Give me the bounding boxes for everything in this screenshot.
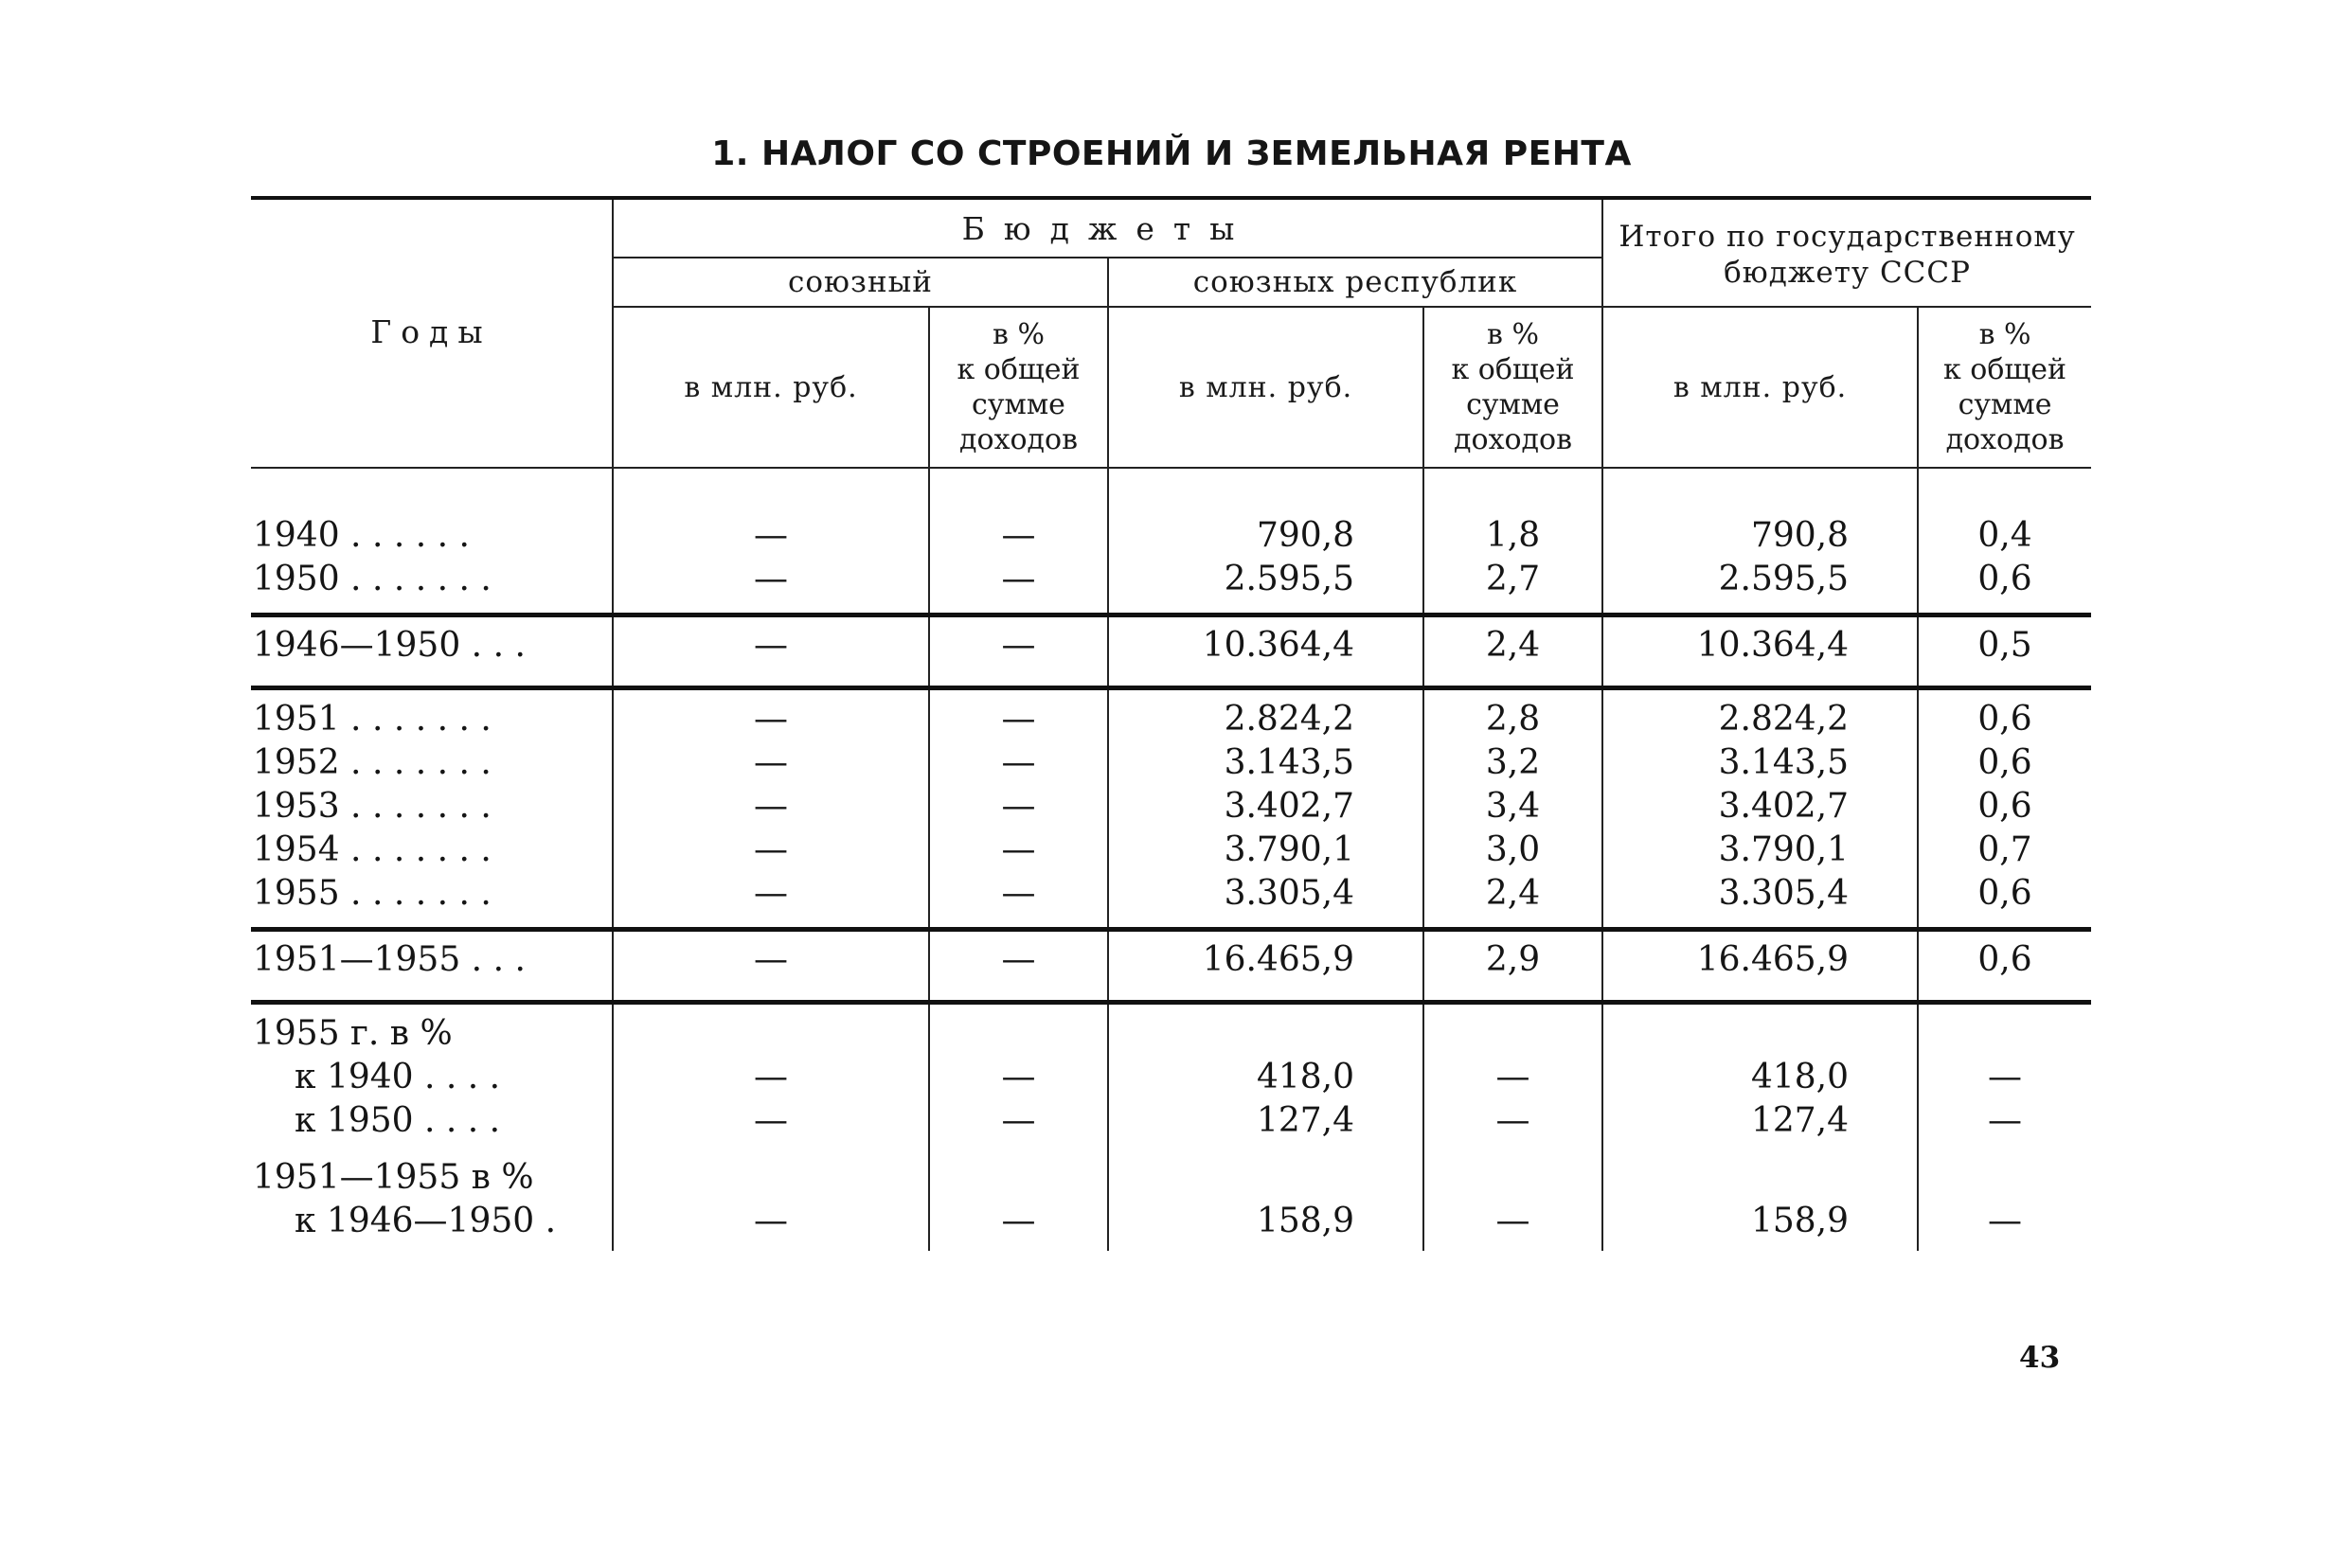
- tot-mln: 10.364,4: [1602, 615, 1918, 675]
- union-mln: —: [613, 698, 929, 741]
- union-pct: —: [929, 615, 1108, 675]
- rep-pct: 3,0: [1423, 829, 1602, 872]
- tot-mln: 127,4: [1602, 1099, 1918, 1143]
- rep-pct: 3,4: [1423, 785, 1602, 829]
- rep-pct: 3,2: [1423, 741, 1602, 785]
- header-rep-mln: в млн. руб.: [1108, 307, 1423, 468]
- union-mln: —: [613, 829, 929, 872]
- header-union: союзный: [613, 258, 1108, 307]
- row-year-text: к 1950 . . . .: [295, 1101, 501, 1140]
- header-budgets: Бюджеты: [613, 198, 1602, 258]
- tot-mln: 2.824,2: [1602, 698, 1918, 741]
- rep-mln: 2.824,2: [1108, 698, 1423, 741]
- row-year: 1953 . . . . . . .: [251, 785, 613, 829]
- union-pct: —: [929, 1056, 1108, 1099]
- union-mln: —: [613, 558, 929, 601]
- table-row: [251, 785, 2091, 829]
- tot-pct: —: [1988, 1202, 2023, 1240]
- rep-mln: 3.790,1: [1108, 829, 1423, 872]
- tot-mln: 418,0: [1602, 1056, 1918, 1099]
- tot-mln: 790,8: [1602, 514, 1918, 558]
- rep-pct: —: [1423, 1056, 1602, 1099]
- tot-pct: 0,6: [1977, 700, 2032, 739]
- table-row: [251, 872, 2091, 916]
- rep-mln: 790,8: [1108, 514, 1423, 558]
- rep-pct: 1,8: [1423, 514, 1602, 558]
- row-year-text: к 1940 . . . .: [295, 1058, 501, 1096]
- table-row: [251, 1200, 2091, 1243]
- union-mln: —: [613, 514, 929, 558]
- tot-mln: 2.595,5: [1602, 558, 1918, 601]
- union-pct: —: [929, 872, 1108, 916]
- pct-line4: доходов: [1454, 423, 1572, 456]
- row-year: 1952 . . . . . . .: [251, 741, 613, 785]
- union-mln: —: [613, 872, 929, 916]
- table-row: [251, 514, 2091, 558]
- table-title: 1. НАЛОГ СО СТРОЕНИЙ И ЗЕМЕЛЬНАЯ РЕНТА: [711, 134, 1632, 173]
- pct-line4: доходов: [959, 423, 1078, 456]
- row-year-text: к 1946—1950 .: [295, 1202, 557, 1240]
- page-number: 43: [2019, 1341, 2061, 1375]
- group-label: 1951—1955 в %: [251, 1156, 613, 1200]
- row-year: 1946—1950 . . .: [251, 615, 613, 675]
- header-years: Годы: [251, 198, 613, 468]
- header-rep-pct: [1423, 307, 1602, 468]
- union-pct: —: [929, 930, 1108, 989]
- pct-line2: к общей: [1451, 353, 1575, 386]
- tot-pct: —: [1988, 1058, 2023, 1096]
- tot-pct: 0,6: [1977, 787, 2032, 826]
- row-year: [251, 1099, 613, 1143]
- pct-line1: в %: [993, 318, 1045, 351]
- tot-mln: 3.143,5: [1602, 741, 1918, 785]
- rep-mln: 2.595,5: [1108, 558, 1423, 601]
- rep-pct: 2,4: [1423, 872, 1602, 916]
- rep-pct: 2,7: [1423, 558, 1602, 601]
- tot-pct: 0,6: [1977, 743, 2032, 782]
- rep-mln: 127,4: [1108, 1099, 1423, 1143]
- tot-pct: 0,6: [1977, 874, 2032, 913]
- table-row: [251, 829, 2091, 872]
- pct-line2: к общей: [957, 353, 1081, 386]
- tot-pct: 0,7: [1977, 830, 2032, 869]
- header-union-mln: в млн. руб.: [613, 307, 929, 468]
- table-row: [251, 741, 2091, 785]
- union-mln: —: [613, 741, 929, 785]
- rep-pct: 2,4: [1423, 615, 1602, 675]
- table-row: [251, 1099, 2091, 1143]
- pct-line4: доходов: [1945, 423, 2065, 456]
- rep-mln: 16.465,9: [1108, 930, 1423, 989]
- tot-mln: 3.305,4: [1602, 872, 1918, 916]
- row-year: [251, 1200, 613, 1243]
- union-mln: —: [613, 1099, 929, 1143]
- union-pct: —: [929, 785, 1108, 829]
- pct-line1: в %: [1978, 318, 2031, 351]
- tot-pct: 0,6: [1977, 940, 2032, 979]
- rep-pct: 2,8: [1423, 698, 1602, 741]
- rep-mln: 418,0: [1108, 1056, 1423, 1099]
- tot-mln: 16.465,9: [1602, 930, 1918, 989]
- union-pct: —: [929, 741, 1108, 785]
- table-row: [251, 1056, 2091, 1099]
- tot-mln: 3.790,1: [1602, 829, 1918, 872]
- rep-pct: —: [1423, 1200, 1602, 1243]
- table-row: [251, 698, 2091, 741]
- row-year: [251, 1056, 613, 1099]
- union-pct: —: [929, 1200, 1108, 1243]
- union-mln: —: [613, 785, 929, 829]
- union-pct: —: [929, 829, 1108, 872]
- header-republics: союзных республик: [1108, 258, 1602, 307]
- row-year: 1955 . . . . . . .: [251, 872, 613, 916]
- union-mln: —: [613, 1056, 929, 1099]
- pct-line3: сумме: [972, 388, 1065, 421]
- union-pct: —: [929, 698, 1108, 741]
- union-mln: —: [613, 1200, 929, 1243]
- rep-mln: 158,9: [1108, 1200, 1423, 1243]
- row-year: 1954 . . . . . . .: [251, 829, 613, 872]
- tax-table: [251, 196, 2091, 1251]
- tot-pct: —: [1988, 1101, 2023, 1140]
- row-year: 1940 . . . . . .: [251, 514, 613, 558]
- union-pct: —: [929, 514, 1108, 558]
- table-row-total: [251, 615, 2091, 675]
- pct-line1: в %: [1487, 318, 1539, 351]
- union-mln: —: [613, 930, 929, 989]
- rep-pct: —: [1423, 1099, 1602, 1143]
- header-total-pct: [1918, 307, 2091, 468]
- rep-mln: 3.305,4: [1108, 872, 1423, 916]
- tot-mln: 3.402,7: [1602, 785, 1918, 829]
- rep-mln: 3.143,5: [1108, 741, 1423, 785]
- rep-pct: 2,9: [1423, 930, 1602, 989]
- tot-mln: 158,9: [1602, 1200, 1918, 1243]
- union-pct: —: [929, 558, 1108, 601]
- tot-pct: 0,4: [1977, 516, 2032, 555]
- table-row-total: [251, 930, 2091, 989]
- group-label: 1955 г. в %: [251, 1012, 613, 1056]
- tot-pct: 0,6: [1977, 560, 2032, 598]
- group-label-row: [251, 1012, 2091, 1056]
- row-year: 1951 . . . . . . .: [251, 698, 613, 741]
- header-union-pct: [929, 307, 1108, 468]
- row-year: 1950 . . . . . . .: [251, 558, 613, 601]
- union-pct: —: [929, 1099, 1108, 1143]
- row-year: 1951—1955 . . .: [251, 930, 613, 989]
- rep-mln: 3.402,7: [1108, 785, 1423, 829]
- table-row: [251, 558, 2091, 601]
- header-total-mln: в млн. руб.: [1602, 307, 1918, 468]
- pct-line2: к общей: [1943, 353, 2067, 386]
- group-label-row: [251, 1156, 2091, 1200]
- union-mln: —: [613, 615, 929, 675]
- pct-line3: сумме: [1958, 388, 2052, 421]
- pct-line3: сумме: [1466, 388, 1560, 421]
- tot-pct: 0,5: [1977, 626, 2032, 665]
- header-total: Итого по государственному бюджету СССР: [1602, 198, 2091, 307]
- rep-mln: 10.364,4: [1108, 615, 1423, 675]
